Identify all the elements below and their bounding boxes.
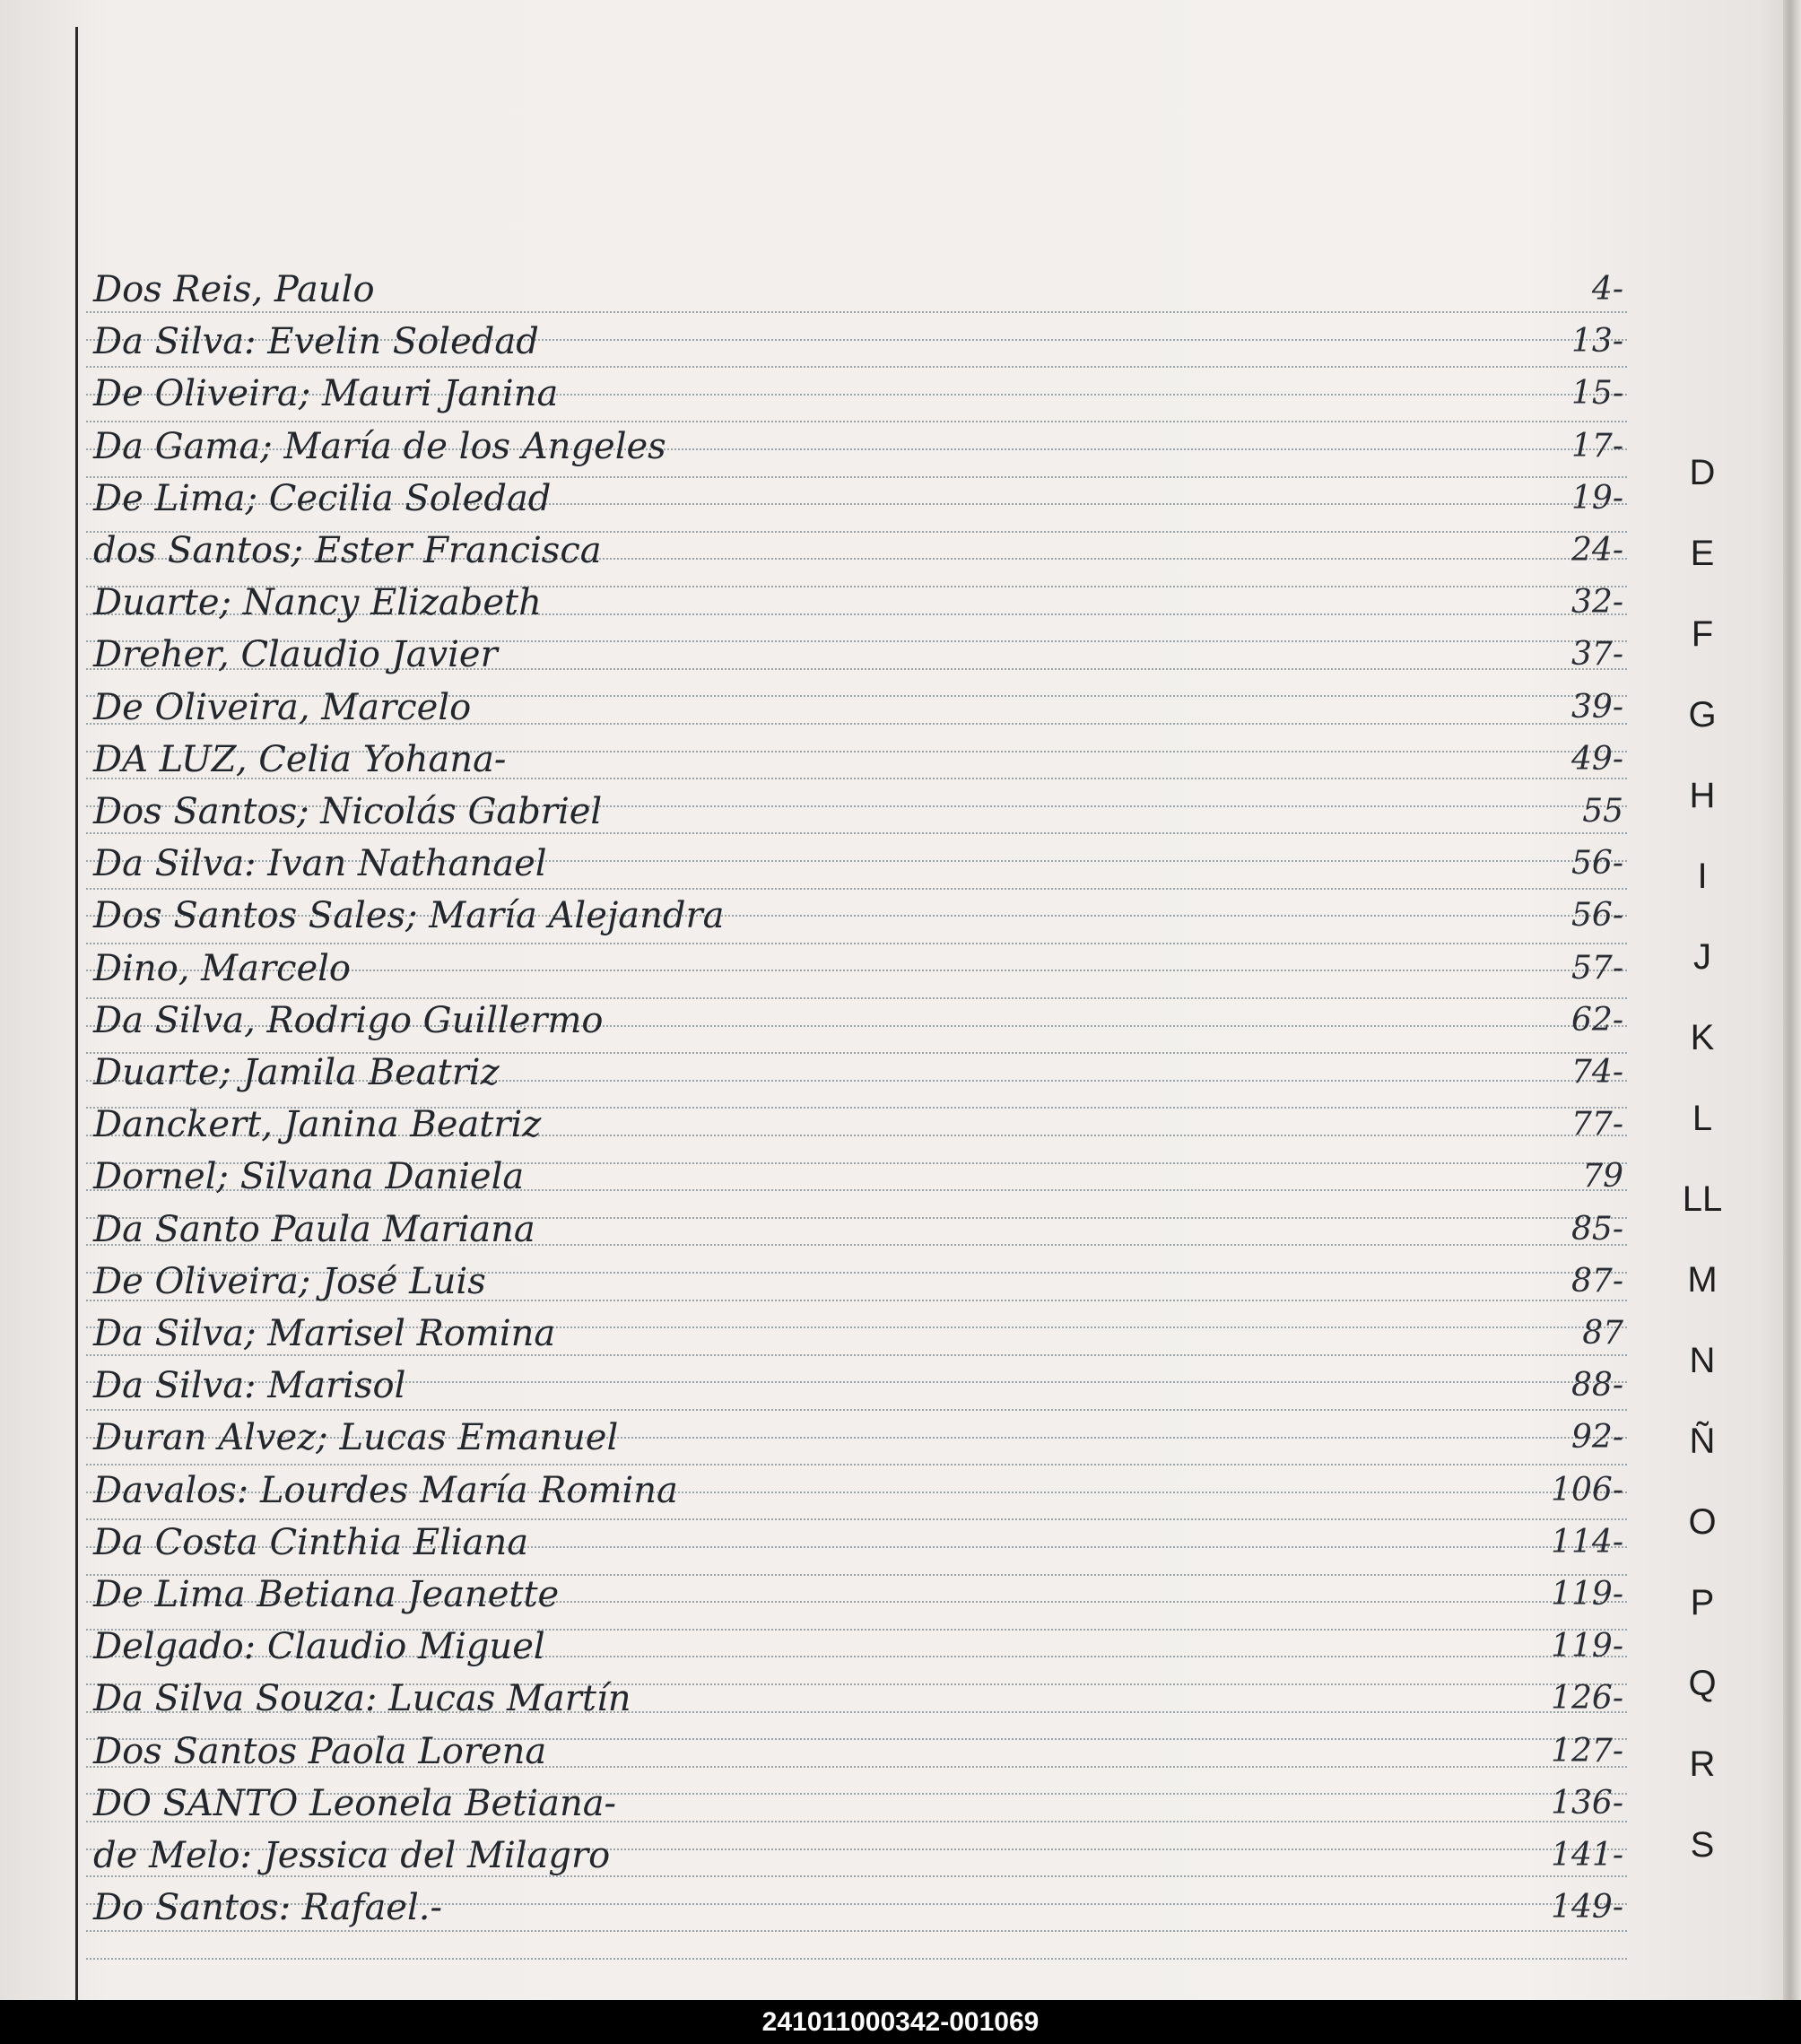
entry-name: Da Silva: Evelin Soledad bbox=[93, 321, 539, 362]
entry-name: Danckert, Janina Beatriz bbox=[93, 1104, 542, 1145]
entry-page-number: 17- bbox=[1571, 428, 1623, 465]
ruled-line bbox=[86, 366, 1627, 368]
entry-name: DA LUZ, Celia Yohana- bbox=[93, 739, 507, 780]
ruled-line bbox=[86, 1354, 1627, 1356]
entry-page-number: 13- bbox=[1571, 323, 1623, 360]
entry-name: Dos Reis, Paulo bbox=[93, 269, 375, 310]
entry-name: Dos Santos Sales; María Alejandra bbox=[93, 895, 725, 936]
index-tab[interactable]: J bbox=[1693, 937, 1711, 977]
ruled-line bbox=[86, 311, 1627, 313]
entry-page-number: 56- bbox=[1571, 845, 1623, 882]
index-tab[interactable]: P bbox=[1690, 1583, 1715, 1622]
entry-name: Dreher, Claudio Javier bbox=[93, 634, 498, 675]
footer-bar bbox=[0, 2000, 1801, 2044]
entry-name: Da Silva, Rodrigo Guillermo bbox=[93, 1000, 604, 1041]
entry-name: Dos Santos Paola Lorena bbox=[93, 1731, 547, 1772]
entry-name: Da Gama; María de los Angeles bbox=[93, 426, 666, 467]
entry-name: Da Costa Cinthia Eliana bbox=[93, 1522, 529, 1563]
entry-page-number: 57- bbox=[1571, 950, 1623, 987]
entry-page-number: 24- bbox=[1571, 532, 1623, 569]
entry-page-number: 55 bbox=[1582, 793, 1623, 830]
entry-name: de Melo: Jessica del Milagro bbox=[93, 1835, 611, 1876]
margin-line bbox=[75, 27, 78, 2000]
index-tab[interactable]: O bbox=[1688, 1502, 1717, 1542]
entry-name: De Lima; Cecilia Soledad bbox=[93, 478, 552, 519]
entry-name: Dino, Marcelo bbox=[93, 948, 352, 989]
entry-name: Duarte; Jamila Beatriz bbox=[93, 1052, 500, 1093]
entry-name: De Oliveira; José Luis bbox=[93, 1261, 486, 1302]
entry-name: Da Santo Paula Mariana bbox=[93, 1209, 535, 1250]
entry-page-number: 32- bbox=[1571, 584, 1623, 621]
entry-name: De Oliveira, Marcelo bbox=[93, 687, 472, 728]
entry-name: DO SANTO Leonela Betiana- bbox=[93, 1783, 617, 1824]
entry-name: dos Santos; Ester Francisca bbox=[93, 530, 602, 571]
entry-page-number: 106- bbox=[1551, 1472, 1623, 1509]
index-tab[interactable]: G bbox=[1688, 695, 1717, 735]
entry-name: Dornel; Silvana Daniela bbox=[93, 1156, 525, 1197]
ruled-line bbox=[86, 1409, 1627, 1411]
index-tab[interactable]: F bbox=[1691, 614, 1714, 654]
ruled-line bbox=[86, 888, 1627, 890]
entry-name: De Lima Betiana Jeanette bbox=[93, 1574, 560, 1615]
entry-name: Da Silva Souza: Lucas Martín bbox=[93, 1678, 631, 1719]
index-tab[interactable]: Q bbox=[1688, 1664, 1717, 1703]
index-tab[interactable]: LL bbox=[1682, 1179, 1723, 1219]
entry-page-number: 79 bbox=[1582, 1158, 1623, 1195]
index-tab[interactable]: M bbox=[1687, 1260, 1718, 1300]
index-tab[interactable]: N bbox=[1689, 1341, 1716, 1380]
index-tab[interactable]: S bbox=[1690, 1825, 1715, 1865]
entry-page-number: 37- bbox=[1571, 636, 1623, 673]
page-edge bbox=[1783, 0, 1801, 2000]
entry-page-number: 119- bbox=[1551, 1628, 1623, 1665]
ruled-line bbox=[86, 943, 1627, 944]
entry-page-number: 39- bbox=[1571, 689, 1623, 726]
entry-page-number: 85- bbox=[1571, 1211, 1623, 1248]
entry-page-number: 15- bbox=[1571, 375, 1623, 412]
entry-page-number: 4- bbox=[1591, 271, 1623, 308]
entry-page-number: 149- bbox=[1551, 1889, 1623, 1926]
entry-name: Duran Alvez; Lucas Emanuel bbox=[93, 1417, 619, 1458]
entry-page-number: 141- bbox=[1551, 1837, 1623, 1874]
entry-page-number: 62- bbox=[1571, 1002, 1623, 1039]
ruled-line bbox=[86, 1464, 1627, 1466]
entry-page-number: 114- bbox=[1551, 1524, 1623, 1561]
entry-page-number: 77- bbox=[1571, 1106, 1623, 1143]
ruled-line bbox=[86, 421, 1627, 422]
index-tab[interactable]: H bbox=[1689, 776, 1716, 815]
ruled-line bbox=[86, 997, 1627, 999]
entry-name: Dos Santos; Nicolás Gabriel bbox=[93, 791, 603, 832]
entry-page-number: 88- bbox=[1571, 1367, 1623, 1404]
index-tab[interactable]: L bbox=[1692, 1099, 1713, 1138]
ruled-line bbox=[86, 1958, 1627, 1960]
index-tab[interactable]: K bbox=[1690, 1018, 1715, 1057]
ruled-line bbox=[86, 1930, 1627, 1932]
entry-page-number: 74- bbox=[1571, 1054, 1623, 1091]
entry-page-number: 49- bbox=[1571, 741, 1623, 778]
index-tab[interactable]: E bbox=[1690, 534, 1715, 573]
document-id-label: 241011000342-001069 bbox=[761, 2007, 1040, 2037]
entry-name: Da Silva; Marisel Romina bbox=[93, 1313, 556, 1354]
entry-name: Do Santos: Rafael.- bbox=[93, 1887, 442, 1928]
entry-page-number: 87 bbox=[1582, 1315, 1623, 1352]
entry-name: Delgado: Claudio Miguel bbox=[93, 1626, 545, 1667]
entry-page-number: 136- bbox=[1551, 1785, 1623, 1822]
entry-page-number: 127- bbox=[1551, 1733, 1623, 1770]
entry-page-number: 87- bbox=[1571, 1263, 1623, 1300]
index-tab[interactable]: R bbox=[1689, 1744, 1716, 1784]
index-tab[interactable]: I bbox=[1697, 857, 1708, 896]
entry-page-number: 19- bbox=[1571, 480, 1623, 517]
entry-name: Davalos: Lourdes María Romina bbox=[93, 1470, 678, 1511]
entry-name: De Oliveira; Mauri Janina bbox=[93, 373, 559, 414]
entry-page-number: 119- bbox=[1551, 1576, 1623, 1613]
index-tab[interactable]: D bbox=[1689, 453, 1716, 492]
ruled-line bbox=[86, 1518, 1627, 1520]
entry-page-number: 56- bbox=[1571, 897, 1623, 934]
entry-page-number: 92- bbox=[1571, 1419, 1623, 1456]
index-tab[interactable]: Ñ bbox=[1689, 1422, 1716, 1461]
entry-page-number: 126- bbox=[1551, 1680, 1623, 1717]
entry-name: Da Silva: Marisol bbox=[93, 1365, 406, 1406]
entry-name: Duarte; Nancy Elizabeth bbox=[93, 582, 542, 623]
ruled-line bbox=[86, 832, 1627, 834]
entry-name: Da Silva: Ivan Nathanael bbox=[93, 843, 547, 884]
